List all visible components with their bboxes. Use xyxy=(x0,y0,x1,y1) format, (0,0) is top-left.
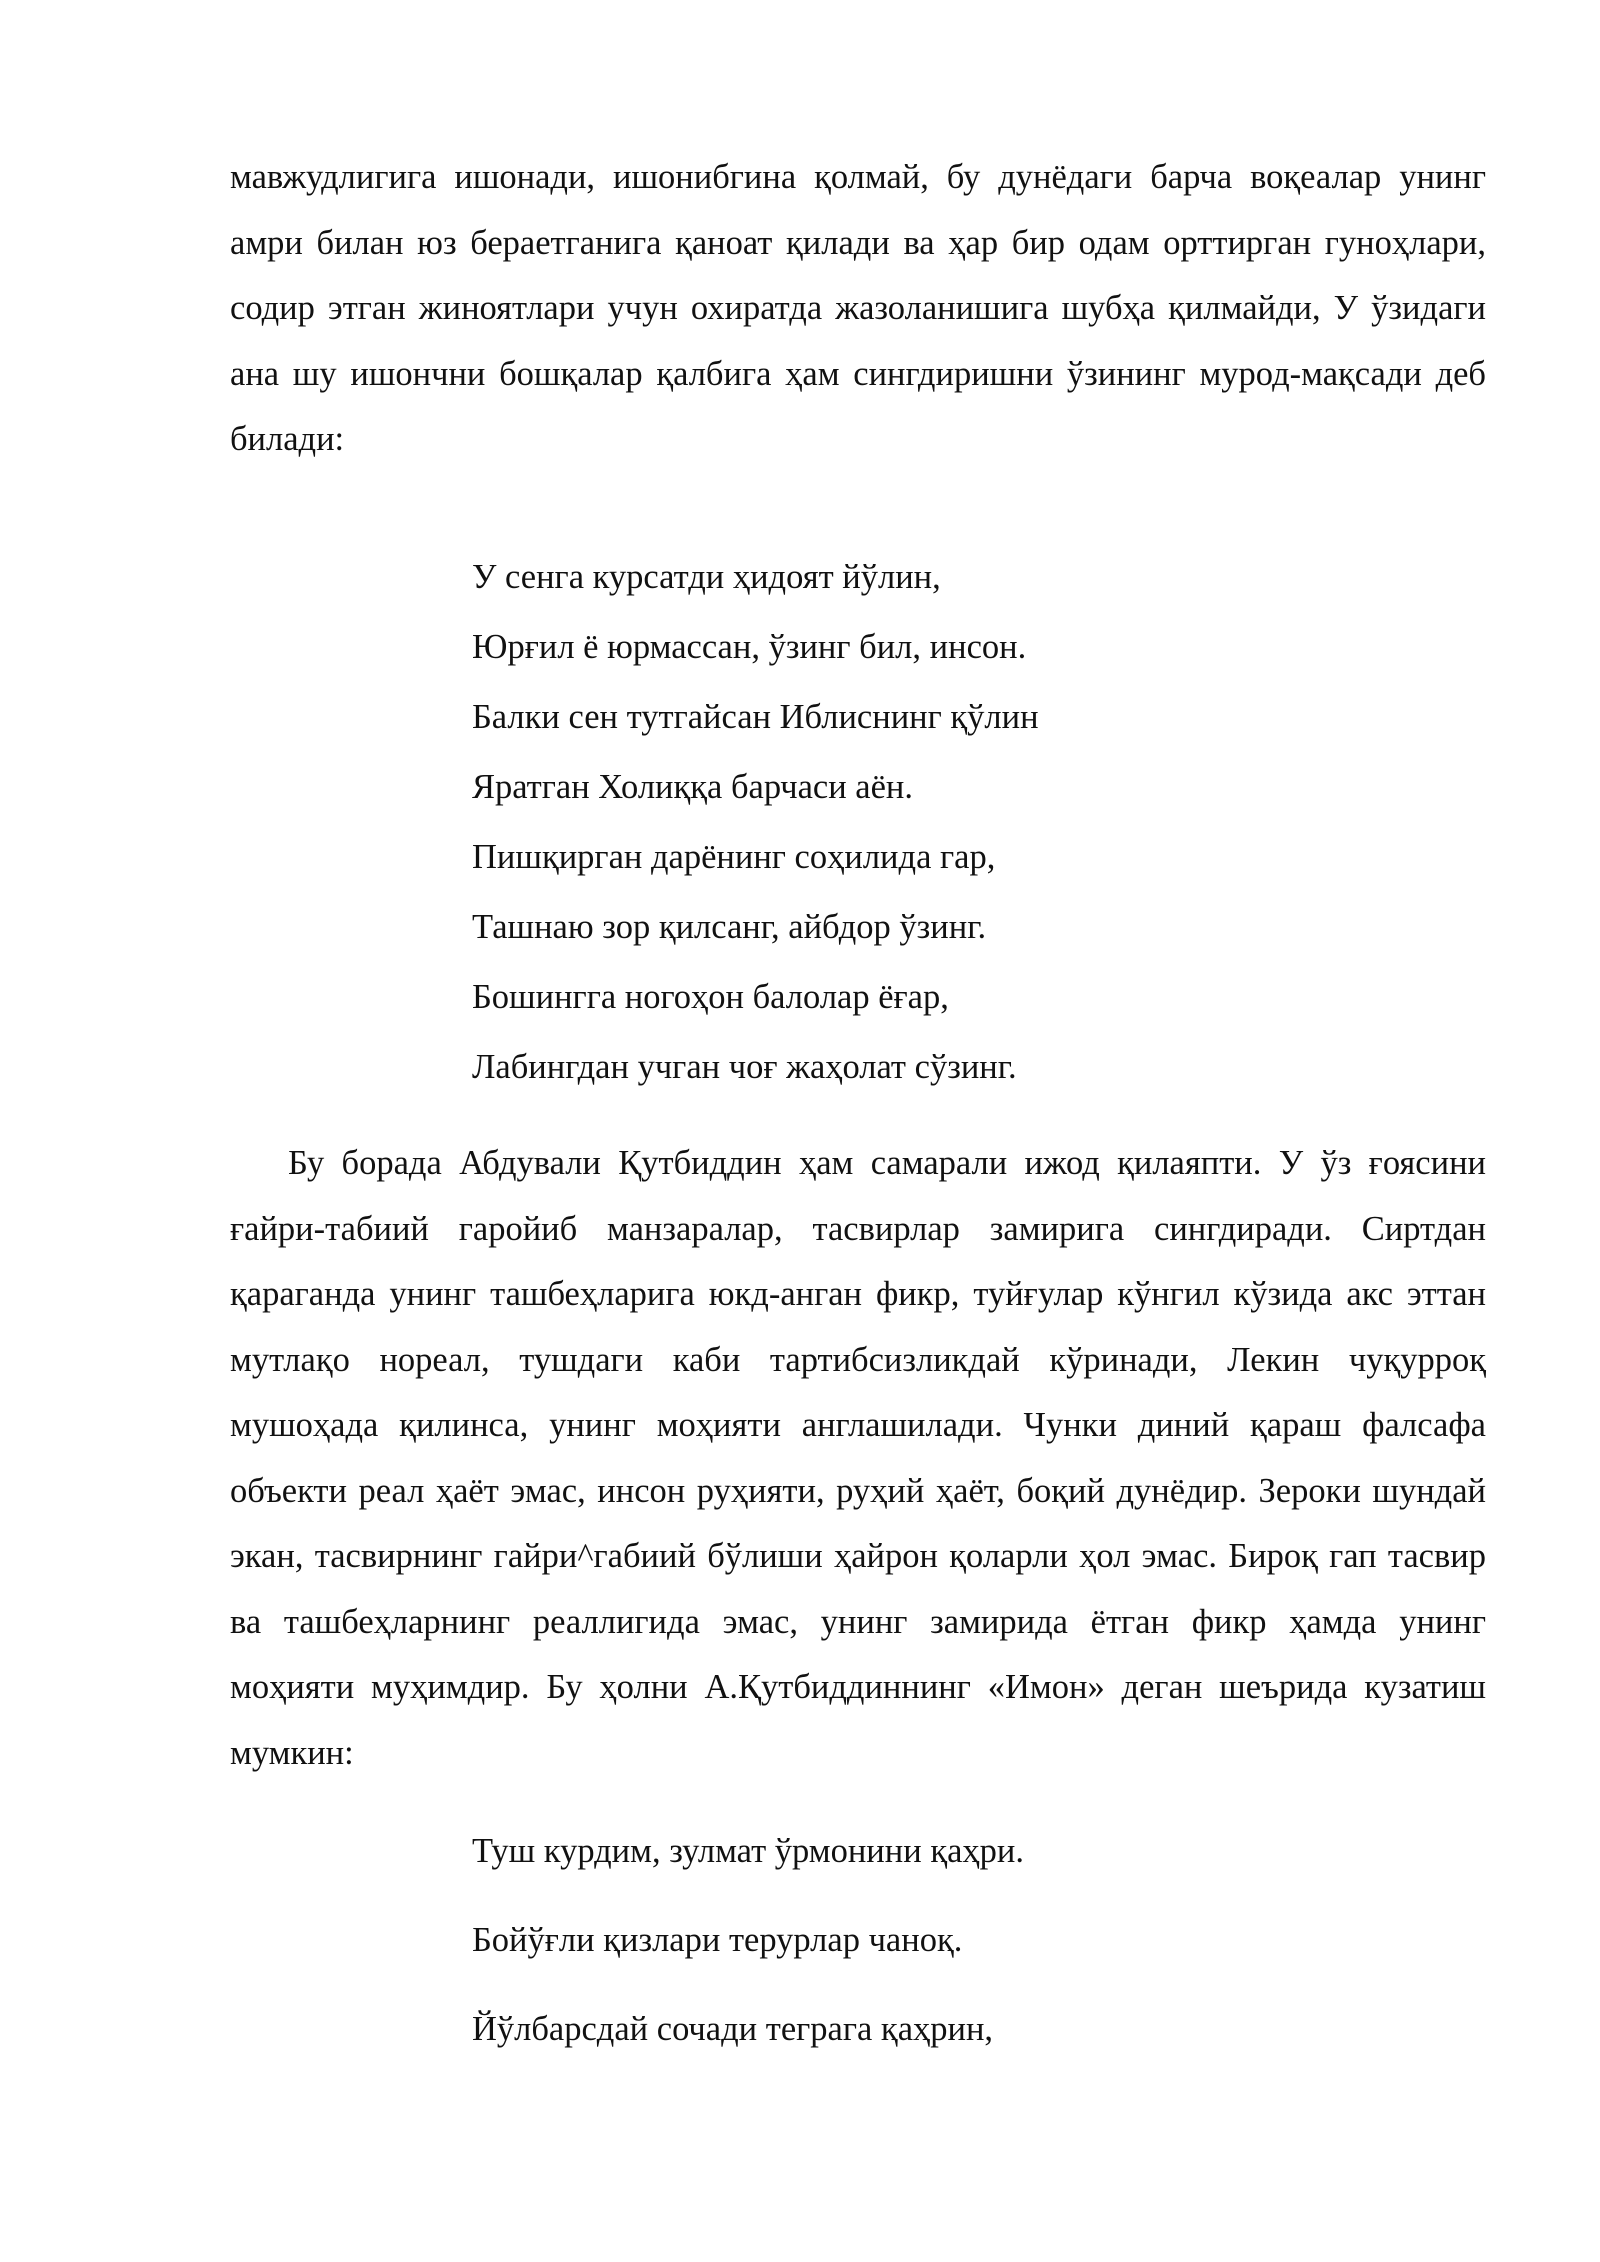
poem-line: Балки сен тутгайсан Иблиснинг қўлин xyxy=(472,698,1039,736)
poem-line: Йўлбарсдай сочади теграга қаҳрин, xyxy=(472,2010,994,2048)
poem-line: Яратган Холиққа барчаси аён. xyxy=(472,768,914,806)
poem-line: Бойўғли қизлари терурлар чаноқ. xyxy=(472,1921,963,1959)
poem-line: Пишқирган дарёнинг соҳилида гар, xyxy=(472,838,996,876)
poem-line: Бошингга ногоҳон балолар ёғар, xyxy=(472,978,949,1016)
poem-line: У сенга курсатди ҳидоят йўлин, xyxy=(472,558,941,596)
poem-excerpt-imon xyxy=(472,1807,1024,2074)
poem-line: Туш курдим, зулмат ўрмонини қаҳри. xyxy=(472,1832,1024,1870)
poem-excerpt-1 xyxy=(472,542,1039,1102)
paragraph-qutbiddin: Бу борада Абдували Қутбиддин ҳам самарали ижод қилаяпти. У ўз ғоясини ғайри-табиий гаройиб манзаралар, тасвирлар замирига сингдиради. Сиртдан қараганда унинг ташбеҳларига юкд-анган фикр, туйғулар кўнгил кўзида акс эттан мутлақо нореал, тушдаги каби тартибсизликдай кўринади, Лекин чуқурроқ мушоҳада қилинса, унинг моҳияти англашилади. Чунки диний қараш фалсафа объекти реал ҳаёт эмас, инсон руҳияти, руҳий ҳаёт, боқий дунёдир. Зероки шундай экан, тасвирнинг гайри^габиий бўлиши ҳайрон қоларли ҳол эмас. Бироқ гап тасвир ва ташбеҳларнинг реаллигида эмас, унинг замирида ётган фикр ҳамда унинг моҳияти муҳимдир. Бу ҳолни А.Қутбиддиннинг «Имон» деган шеърида кузатиш мумкин: xyxy=(230,1144,1486,1772)
poem-line: Ташнаю зор қилсанг, айбдор ўзинг. xyxy=(472,908,987,946)
poem-line: Юрғил ё юрмассан, ўзинг бил, инсон. xyxy=(472,628,1027,666)
paragraph-continued: мавжудлигига ишонади, ишонибгина қолмай, бу дунёдаги барча воқеалар унинг амри билан юз бераетганига қаноат қилади ва ҳар бир одам орттирган гуноҳлари, содир этган жиноятлари учун охиратда жазоланишига шубҳа қилмайди, У ўзидаги ана шу ишончни бошқалар қалбига ҳам сингдиришни ўзининг мурод-мақсади деб билади: xyxy=(230,158,1486,458)
poem-line: Лабингдан учган чоғ жаҳолат сўзинг. xyxy=(472,1048,1017,1086)
